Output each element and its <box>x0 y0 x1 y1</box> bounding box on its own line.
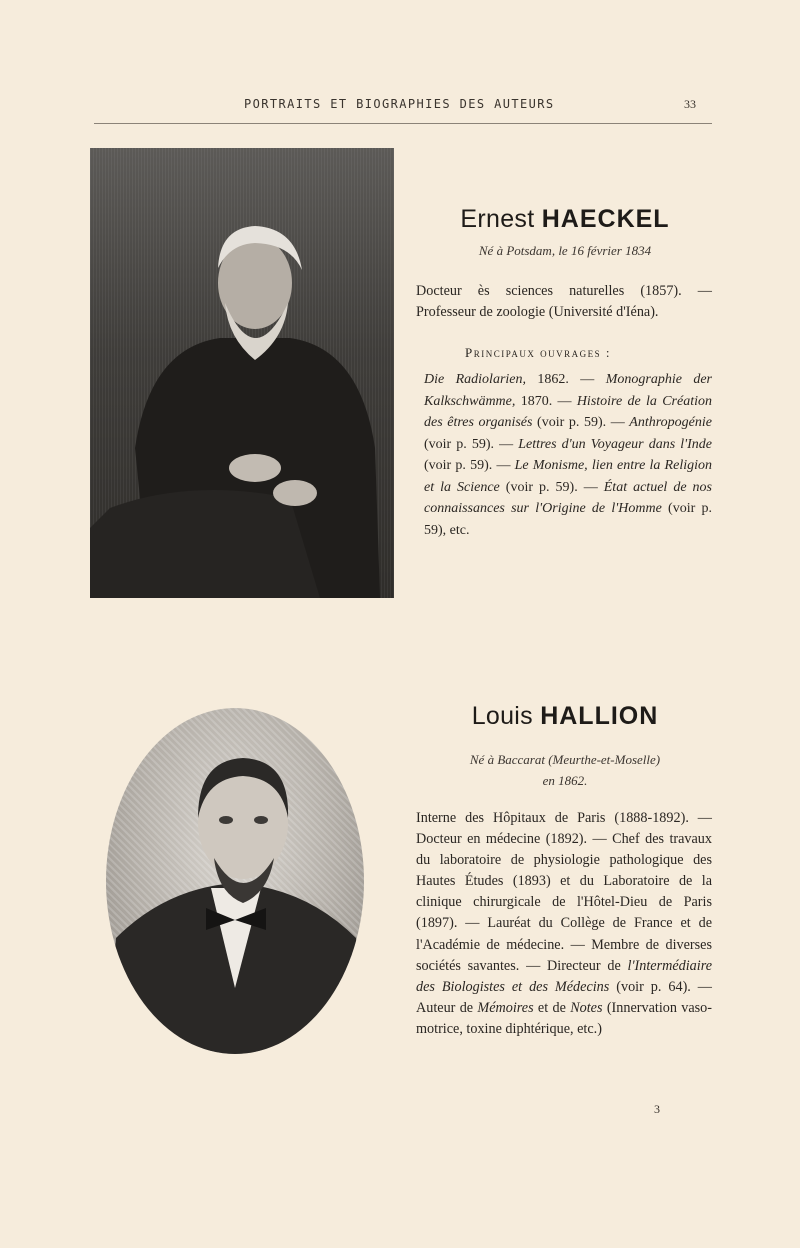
bio-italic: l'Intermédiaire des Biologistes et des Médecins <box>416 957 712 995</box>
surname: HAECKEL <box>541 205 670 233</box>
work-title: Le Monisme, lien entre la Religion et la Science <box>424 458 712 495</box>
bio-part: (voir p. 64). — Auteur de <box>416 978 712 1016</box>
birth-line: Né à Potsdam, le 16 février 1834 <box>478 243 652 258</box>
page-number: 33 <box>684 97 696 111</box>
signature-mark: 3 <box>654 1102 660 1116</box>
portrait-hallion-figure <box>106 708 364 1054</box>
works-list <box>424 369 712 541</box>
work-title: Monographie der Kalkschwämme, <box>424 372 712 409</box>
work-rest: 1870. — <box>515 393 577 409</box>
portrait-haeckel-photo <box>90 148 394 598</box>
bio-italic: Mémoires <box>477 999 534 1016</box>
running-title: PORTRAITS ET BIOGRAPHIES DES AUTEURS <box>244 97 555 111</box>
work-rest: (voir p. 59). — <box>424 436 519 452</box>
work-title: Die Radiolarien, <box>424 372 526 387</box>
work-rest: (voir p. 59). — <box>424 458 515 473</box>
entry-name-haeckel <box>420 205 710 234</box>
work-rest: (voir p. 59), etc. <box>424 501 713 538</box>
entry-name-hallion <box>420 702 710 731</box>
bio-text <box>416 808 712 1040</box>
first-name: Louis <box>471 702 533 730</box>
bio-part: et de <box>533 999 571 1016</box>
birth-line-1: Né à Baccarat (Meurthe-et-Moselle) <box>469 752 661 767</box>
surname: HALLION <box>540 702 659 730</box>
work-rest: 1862. — <box>526 372 606 387</box>
bio-italic: Notes <box>570 999 603 1016</box>
first-name: Ernest <box>460 205 535 233</box>
work-rest: (voir p. 59). — <box>532 415 630 430</box>
birth-line-2: en 1862. <box>542 773 588 788</box>
work-rest: (voir p. 59). — <box>499 479 604 495</box>
work-title: Lettres d'un Voyageur dans l'Inde <box>518 436 712 452</box>
portrait-hallion-photo <box>106 708 364 1054</box>
bio-part: Interne des Hôpitaux de Paris (1888-1892). — Docteur en médecine (1892). — Chef des travaux du laboratoire de physiologie pathologique des Hautes Études (1893) et du Laboratoire de la clinique chirurgicale de l'Hôtel-Dieu de Paris (1897). — Lauréat du Collège de France et de l'Académie de médecine. — Membre de diverses sociétés savantes. — Directeur de <box>416 810 712 974</box>
header-rule <box>94 123 712 124</box>
work-title: Anthropogénie <box>629 415 712 430</box>
work-title: État actuel de nos connaissances sur l'Origine de l'Homme <box>424 479 712 516</box>
work-title: Histoire de la Création des êtres organisés <box>424 393 712 430</box>
bio-text: Docteur ès sciences naturelles (1857). — Professeur de zoologie (Université d'Iéna). <box>416 283 712 320</box>
works-heading: Principaux ouvrages : <box>465 345 612 360</box>
bio-part: (Innervation vaso-motrice, toxine diphtérique, etc.) <box>416 999 712 1037</box>
portrait-haeckel-figure <box>90 148 394 598</box>
